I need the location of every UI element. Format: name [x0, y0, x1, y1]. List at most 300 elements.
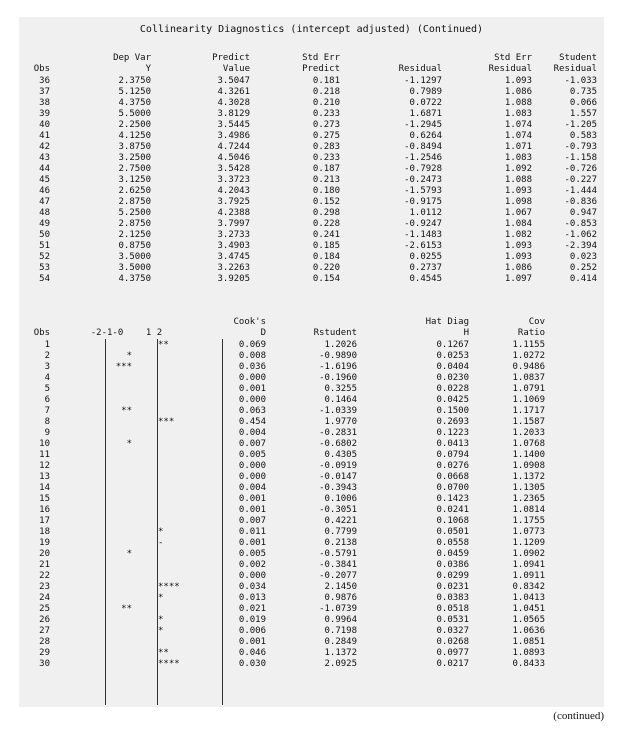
cell-rstudent: -0.3051 [319, 505, 357, 515]
cell-hat-diag: 0.0668 [436, 472, 469, 482]
cell-residual: -0.9175 [404, 197, 442, 207]
cell-stderr-residual: 1.071 [504, 142, 532, 152]
cell-student-residual: -1.444 [564, 186, 597, 196]
cell-plot-positive: * [158, 615, 164, 625]
cell-cov-ratio: 1.0413 [512, 593, 545, 603]
cell-cov-ratio: 1.1717 [512, 406, 545, 416]
cell-stderr-residual: 1.083 [504, 153, 532, 163]
cell-cooks-d: 0.019 [238, 615, 266, 625]
cell-cooks-d: 0.005 [238, 450, 266, 460]
cell-cov-ratio: 0.8342 [512, 582, 545, 592]
cell-stderr-residual: 1.067 [504, 208, 532, 218]
cell-obs: 28 [39, 637, 50, 647]
cell-stderr-predict: 0.298 [312, 208, 340, 218]
cell-hat-diag: 0.1500 [436, 406, 469, 416]
cell-cov-ratio: 1.1587 [512, 417, 545, 427]
column-header-rstudent: Rstudent [313, 328, 357, 338]
cell-predict-value: 3.2733 [217, 230, 250, 240]
cell-cov-ratio: 1.0565 [512, 615, 545, 625]
cell-cov-ratio: 1.1400 [512, 450, 545, 460]
cell-student-residual: -0.793 [564, 142, 597, 152]
cell-dep-var: 2.8750 [118, 197, 151, 207]
cell-dep-var: 2.1250 [118, 230, 151, 240]
cell-obs: 13 [39, 472, 50, 482]
cell-cooks-d: 0.001 [238, 637, 266, 647]
cell-residual: -1.1297 [404, 76, 442, 86]
cell-predict-value: 4.3028 [217, 98, 250, 108]
cell-cov-ratio: 1.1305 [512, 483, 545, 493]
cell-stderr-residual: 1.074 [504, 131, 532, 141]
cell-stderr-predict: 0.184 [312, 252, 340, 262]
cell-stderr-predict: 0.228 [312, 219, 340, 229]
cell-stderr-predict: 0.283 [312, 142, 340, 152]
cell-cov-ratio: 1.0814 [512, 505, 545, 515]
cell-student-residual: -0.726 [564, 164, 597, 174]
cell-obs: 2 [44, 351, 50, 361]
cell-predict-value: 3.5445 [217, 120, 250, 130]
cell-cooks-d: 0.007 [238, 516, 266, 526]
plot-center-line [157, 339, 158, 705]
column-header-residual: Residual [398, 64, 442, 74]
cell-plot-negative: ** [121, 604, 132, 614]
column-header-cov-ratio: Cov [528, 317, 545, 327]
cell-stderr-predict: 0.233 [312, 109, 340, 119]
cell-plot-positive: ** [158, 648, 169, 658]
cell-student-residual: -0.853 [564, 219, 597, 229]
cell-cov-ratio: 1.0837 [512, 373, 545, 383]
cell-rstudent: -0.3841 [319, 560, 357, 570]
cell-stderr-residual: 1.093 [504, 76, 532, 86]
cell-plot-negative: * [126, 351, 132, 361]
column-header-hat-diag: Hat Diag [425, 317, 469, 327]
column-header-dep-var: Dep Var [113, 53, 151, 63]
cell-dep-var: 3.5000 [118, 263, 151, 273]
cell-plot-negative: * [126, 549, 132, 559]
cell-cov-ratio: 1.0768 [512, 439, 545, 449]
cell-hat-diag: 0.0558 [436, 538, 469, 548]
cell-stderr-predict: 0.218 [312, 87, 340, 97]
cell-rstudent: -0.1960 [319, 373, 357, 383]
cell-obs: 22 [39, 571, 50, 581]
cell-obs: 52 [39, 252, 50, 262]
cell-hat-diag: 0.0230 [436, 373, 469, 383]
cell-cov-ratio: 1.2033 [512, 428, 545, 438]
cell-obs: 1 [44, 340, 50, 350]
cell-cooks-d: 0.000 [238, 373, 266, 383]
cell-hat-diag: 0.0531 [436, 615, 469, 625]
cell-hat-diag: 0.0425 [436, 395, 469, 405]
cell-cooks-d: 0.004 [238, 483, 266, 493]
cell-stderr-residual: 1.088 [504, 98, 532, 108]
cell-stderr-predict: 0.154 [312, 274, 340, 284]
cell-predict-value: 4.2043 [217, 186, 250, 196]
cell-stderr-residual: 1.082 [504, 230, 532, 240]
cell-dep-var: 0.8750 [118, 241, 151, 251]
cell-cov-ratio: 1.0451 [512, 604, 545, 614]
cell-hat-diag: 0.0276 [436, 461, 469, 471]
cell-student-residual: 0.023 [569, 252, 597, 262]
cell-dep-var: 5.5000 [118, 109, 151, 119]
cell-hat-diag: 0.0794 [436, 450, 469, 460]
cell-obs: 8 [44, 417, 50, 427]
cell-stderr-residual: 1.084 [504, 219, 532, 229]
cell-cooks-d: 0.008 [238, 351, 266, 361]
cell-obs: 26 [39, 615, 50, 625]
column-header-predict-value: Predict [212, 53, 250, 63]
cell-obs: 50 [39, 230, 50, 240]
cell-cooks-d: 0.036 [238, 362, 266, 372]
cell-obs: 12 [39, 461, 50, 471]
cell-hat-diag: 0.1068 [436, 516, 469, 526]
cell-cooks-d: 0.000 [238, 472, 266, 482]
cell-cov-ratio: 1.0773 [512, 527, 545, 537]
cell-rstudent: 2.1450 [324, 582, 357, 592]
cell-cooks-d: 0.000 [238, 395, 266, 405]
output-panel [19, 17, 604, 707]
cell-obs: 48 [39, 208, 50, 218]
cell-cooks-d: 0.069 [238, 340, 266, 350]
cell-obs: 36 [39, 76, 50, 86]
cell-obs: 6 [44, 395, 50, 405]
column-header-stderr-residual: Residual [488, 64, 532, 74]
cell-plot-positive: - [158, 538, 164, 548]
cell-cooks-d: 0.046 [238, 648, 266, 658]
cell-hat-diag: 0.0413 [436, 439, 469, 449]
column-header-cooks-d: Cook's [233, 317, 266, 327]
cell-dep-var: 3.2500 [118, 153, 151, 163]
cell-dep-var: 4.3750 [118, 98, 151, 108]
cell-stderr-predict: 0.241 [312, 230, 340, 240]
cell-rstudent: -1.0739 [319, 604, 357, 614]
cell-obs: 37 [39, 87, 50, 97]
cell-hat-diag: 0.0231 [436, 582, 469, 592]
cell-hat-diag: 0.0459 [436, 549, 469, 559]
cell-rstudent: 0.1006 [324, 494, 357, 504]
cell-obs: 47 [39, 197, 50, 207]
cell-residual: -1.2546 [404, 153, 442, 163]
cell-obs: 39 [39, 109, 50, 119]
cell-obs: 19 [39, 538, 50, 548]
cell-plot-positive: **** [158, 659, 180, 669]
cell-cooks-d: 0.030 [238, 659, 266, 669]
cell-predict-value: 3.3723 [217, 175, 250, 185]
cell-obs: 25 [39, 604, 50, 614]
column-header-student-residual: Student [559, 53, 597, 63]
cell-stderr-predict: 0.213 [312, 175, 340, 185]
cell-rstudent: -0.0919 [319, 461, 357, 471]
cell-rstudent: -0.0147 [319, 472, 357, 482]
cell-cooks-d: 0.005 [238, 549, 266, 559]
cell-obs: 42 [39, 142, 50, 152]
cell-stderr-residual: 1.086 [504, 87, 532, 97]
cell-hat-diag: 0.0383 [436, 593, 469, 603]
plot-left-border [105, 339, 106, 705]
cell-residual: 1.0112 [409, 208, 442, 218]
cell-stderr-residual: 1.093 [504, 252, 532, 262]
cell-stderr-residual: 1.093 [504, 241, 532, 251]
cell-dep-var: 3.8750 [118, 142, 151, 152]
cell-cov-ratio: 1.1069 [512, 395, 545, 405]
column-header-stderr-predict: Std Err [302, 53, 340, 63]
column-header-predict-value: Value [222, 64, 250, 74]
cell-predict-value: 4.2388 [217, 208, 250, 218]
cell-predict-value: 4.3261 [217, 87, 250, 97]
cell-obs: 45 [39, 175, 50, 185]
cell-student-residual: 0.947 [569, 208, 597, 218]
cell-obs: 16 [39, 505, 50, 515]
cell-dep-var: 2.2500 [118, 120, 151, 130]
column-header-plot-negative: -2-1-0 [90, 328, 124, 338]
cell-plot-positive: **** [158, 582, 180, 592]
cell-cov-ratio: 1.0272 [512, 351, 545, 361]
cell-obs: 15 [39, 494, 50, 504]
cell-residual: 0.7989 [409, 87, 442, 97]
cell-rstudent: 1.9770 [324, 417, 357, 427]
cell-obs: 18 [39, 527, 50, 537]
cell-hat-diag: 0.0241 [436, 505, 469, 515]
cell-cov-ratio: 1.0908 [512, 461, 545, 471]
cell-cov-ratio: 1.1209 [512, 538, 545, 548]
cell-hat-diag: 0.0228 [436, 384, 469, 394]
cell-student-residual: 0.414 [569, 274, 597, 284]
cell-stderr-residual: 1.083 [504, 109, 532, 119]
cell-predict-value: 3.4903 [217, 241, 250, 251]
cell-stderr-residual: 1.093 [504, 186, 532, 196]
cell-stderr-residual: 1.092 [504, 164, 532, 174]
cell-rstudent: 0.1464 [324, 395, 357, 405]
cell-obs: 53 [39, 263, 50, 273]
cell-cooks-d: 0.006 [238, 626, 266, 636]
cell-rstudent: 2.0925 [324, 659, 357, 669]
cell-rstudent: -0.2831 [319, 428, 357, 438]
cell-hat-diag: 0.0299 [436, 571, 469, 581]
cell-hat-diag: 0.0700 [436, 483, 469, 493]
cell-stderr-residual: 1.074 [504, 120, 532, 130]
cell-cooks-d: 0.004 [238, 428, 266, 438]
cell-obs: 20 [39, 549, 50, 559]
column-header-cooks-d: D [260, 328, 266, 338]
cell-residual: 0.0722 [409, 98, 442, 108]
cell-dep-var: 3.5000 [118, 252, 151, 262]
cell-cooks-d: 0.001 [238, 384, 266, 394]
cell-obs: 4 [44, 373, 50, 383]
cell-cov-ratio: 1.0851 [512, 637, 545, 647]
cell-predict-value: 3.4986 [217, 131, 250, 141]
cell-obs: 30 [39, 659, 50, 669]
column-header-obs: Obs [33, 328, 50, 338]
cell-residual: -0.8494 [404, 142, 442, 152]
cell-cooks-d: 0.034 [238, 582, 266, 592]
cell-plot-positive: * [158, 626, 164, 636]
plot-right-border [222, 339, 223, 705]
cell-dep-var: 2.8750 [118, 219, 151, 229]
cell-rstudent: 0.4221 [324, 516, 357, 526]
cell-cooks-d: 0.013 [238, 593, 266, 603]
cell-obs: 5 [44, 384, 50, 394]
column-header-student-residual: Residual [553, 64, 597, 74]
cell-obs: 7 [44, 406, 50, 416]
cell-student-residual: -2.394 [564, 241, 597, 251]
cell-cooks-d: 0.002 [238, 560, 266, 570]
cell-cooks-d: 0.000 [238, 571, 266, 581]
cell-cov-ratio: 1.1155 [512, 340, 545, 350]
cell-obs: 46 [39, 186, 50, 196]
cell-stderr-predict: 0.185 [312, 241, 340, 251]
cell-obs: 43 [39, 153, 50, 163]
cell-student-residual: -0.227 [564, 175, 597, 185]
column-header-stderr-residual: Std Err [494, 53, 532, 63]
cell-cov-ratio: 1.0911 [512, 571, 545, 581]
cell-rstudent: 1.2026 [324, 340, 357, 350]
column-header-dep-var: Y [145, 64, 151, 74]
cell-rstudent: -0.3943 [319, 483, 357, 493]
cell-cov-ratio: 1.1755 [512, 516, 545, 526]
cell-student-residual: 1.557 [569, 109, 597, 119]
cell-stderr-predict: 0.187 [312, 164, 340, 174]
cell-residual: -0.2473 [404, 175, 442, 185]
cell-residual: 0.2737 [409, 263, 442, 273]
cell-obs: 49 [39, 219, 50, 229]
cell-stderr-predict: 0.210 [312, 98, 340, 108]
cell-rstudent: -0.6802 [319, 439, 357, 449]
cell-obs: 29 [39, 648, 50, 658]
cell-obs: 10 [39, 439, 50, 449]
cell-predict-value: 3.8129 [217, 109, 250, 119]
cell-dep-var: 4.1250 [118, 131, 151, 141]
cell-dep-var: 4.3750 [118, 274, 151, 284]
cell-obs: 40 [39, 120, 50, 130]
cell-cov-ratio: 1.0636 [512, 626, 545, 636]
cell-hat-diag: 0.0386 [436, 560, 469, 570]
cell-obs: 38 [39, 98, 50, 108]
cell-residual: -1.1483 [404, 230, 442, 240]
cell-residual: -2.6153 [404, 241, 442, 251]
cell-rstudent: -0.2077 [319, 571, 357, 581]
cell-student-residual: -1.158 [564, 153, 597, 163]
continued-label: (continued) [553, 710, 604, 722]
cell-cooks-d: 0.063 [238, 406, 266, 416]
cell-residual: 0.0255 [409, 252, 442, 262]
cell-hat-diag: 0.0518 [436, 604, 469, 614]
cell-cov-ratio: 1.0902 [512, 549, 545, 559]
cell-rstudent: 0.4305 [324, 450, 357, 460]
cell-stderr-residual: 1.086 [504, 263, 532, 273]
cell-rstudent: -0.9890 [319, 351, 357, 361]
cell-rstudent: -1.0339 [319, 406, 357, 416]
cell-obs: 24 [39, 593, 50, 603]
cell-dep-var: 5.1250 [118, 87, 151, 97]
cell-cov-ratio: 1.2365 [512, 494, 545, 504]
cell-cooks-d: 0.021 [238, 604, 266, 614]
cell-student-residual: 0.252 [569, 263, 597, 273]
cell-residual: -0.9247 [404, 219, 442, 229]
cell-cooks-d: 0.007 [238, 439, 266, 449]
column-header-obs: Obs [33, 64, 50, 74]
cell-rstudent: 0.2849 [324, 637, 357, 647]
cell-residual: -1.2945 [404, 120, 442, 130]
cell-cooks-d: 0.011 [238, 527, 266, 537]
cell-cooks-d: 0.001 [238, 538, 266, 548]
cell-predict-value: 3.2263 [217, 263, 250, 273]
cell-rstudent: 0.9876 [324, 593, 357, 603]
cell-student-residual: -1.062 [564, 230, 597, 240]
cell-stderr-residual: 1.088 [504, 175, 532, 185]
cell-cooks-d: 0.000 [238, 461, 266, 471]
cell-dep-var: 5.2500 [118, 208, 151, 218]
cell-rstudent: 0.9964 [324, 615, 357, 625]
cell-obs: 41 [39, 131, 50, 141]
cell-dep-var: 2.7500 [118, 164, 151, 174]
cell-stderr-predict: 0.152 [312, 197, 340, 207]
cell-rstudent: 1.1372 [324, 648, 357, 658]
cell-rstudent: -1.6196 [319, 362, 357, 372]
cell-hat-diag: 0.2693 [436, 417, 469, 427]
cell-cov-ratio: 1.0893 [512, 648, 545, 658]
cell-obs: 17 [39, 516, 50, 526]
cell-obs: 51 [39, 241, 50, 251]
column-header-hat-diag: H [463, 328, 469, 338]
cell-predict-value: 3.9205 [217, 274, 250, 284]
cell-predict-value: 4.7244 [217, 142, 250, 152]
cell-predict-value: 3.7997 [217, 219, 250, 229]
cell-obs: 44 [39, 164, 50, 174]
cell-predict-value: 4.5046 [217, 153, 250, 163]
cell-cov-ratio: 0.8433 [512, 659, 545, 669]
cell-predict-value: 3.4745 [217, 252, 250, 262]
cell-hat-diag: 0.1223 [436, 428, 469, 438]
cell-obs: 23 [39, 582, 50, 592]
cell-residual: -1.5793 [404, 186, 442, 196]
cell-stderr-predict: 0.220 [312, 263, 340, 273]
cell-obs: 27 [39, 626, 50, 636]
cell-hat-diag: 0.0977 [436, 648, 469, 658]
cell-cov-ratio: 1.0941 [512, 560, 545, 570]
cell-dep-var: 2.6250 [118, 186, 151, 196]
cell-residual: 0.6264 [409, 131, 442, 141]
cell-student-residual: 0.583 [569, 131, 597, 141]
cell-student-residual: 0.735 [569, 87, 597, 97]
cell-hat-diag: 0.0404 [436, 362, 469, 372]
cell-hat-diag: 0.1267 [436, 340, 469, 350]
cell-plot-positive: * [158, 593, 164, 603]
column-header-plot-positive: 1 2 [145, 328, 163, 338]
cell-hat-diag: 0.0253 [436, 351, 469, 361]
cell-predict-value: 3.5047 [217, 76, 250, 86]
page-title: Collinearity Diagnostics (intercept adjusted) (Continued) [139, 24, 484, 35]
cell-plot-positive: ** [158, 340, 169, 350]
cell-stderr-predict: 0.275 [312, 131, 340, 141]
cell-residual: 1.6871 [409, 109, 442, 119]
cell-predict-value: 3.7925 [217, 197, 250, 207]
cell-obs: 3 [44, 362, 50, 372]
cell-plot-negative: *** [115, 362, 132, 372]
cell-obs: 9 [44, 428, 50, 438]
cell-cov-ratio: 0.9486 [512, 362, 545, 372]
cell-stderr-predict: 0.273 [312, 120, 340, 130]
cell-plot-negative: ** [121, 406, 132, 416]
cell-student-residual: -1.033 [564, 76, 597, 86]
cell-residual: 0.4545 [409, 274, 442, 284]
cell-student-residual: -0.836 [564, 197, 597, 207]
cell-plot-negative: * [126, 439, 132, 449]
cell-stderr-predict: 0.233 [312, 153, 340, 163]
cell-cov-ratio: 1.1372 [512, 472, 545, 482]
cell-cooks-d: 0.001 [238, 505, 266, 515]
cell-cooks-d: 0.001 [238, 494, 266, 504]
cell-stderr-residual: 1.098 [504, 197, 532, 207]
cell-stderr-predict: 0.181 [312, 76, 340, 86]
cell-hat-diag: 0.0268 [436, 637, 469, 647]
